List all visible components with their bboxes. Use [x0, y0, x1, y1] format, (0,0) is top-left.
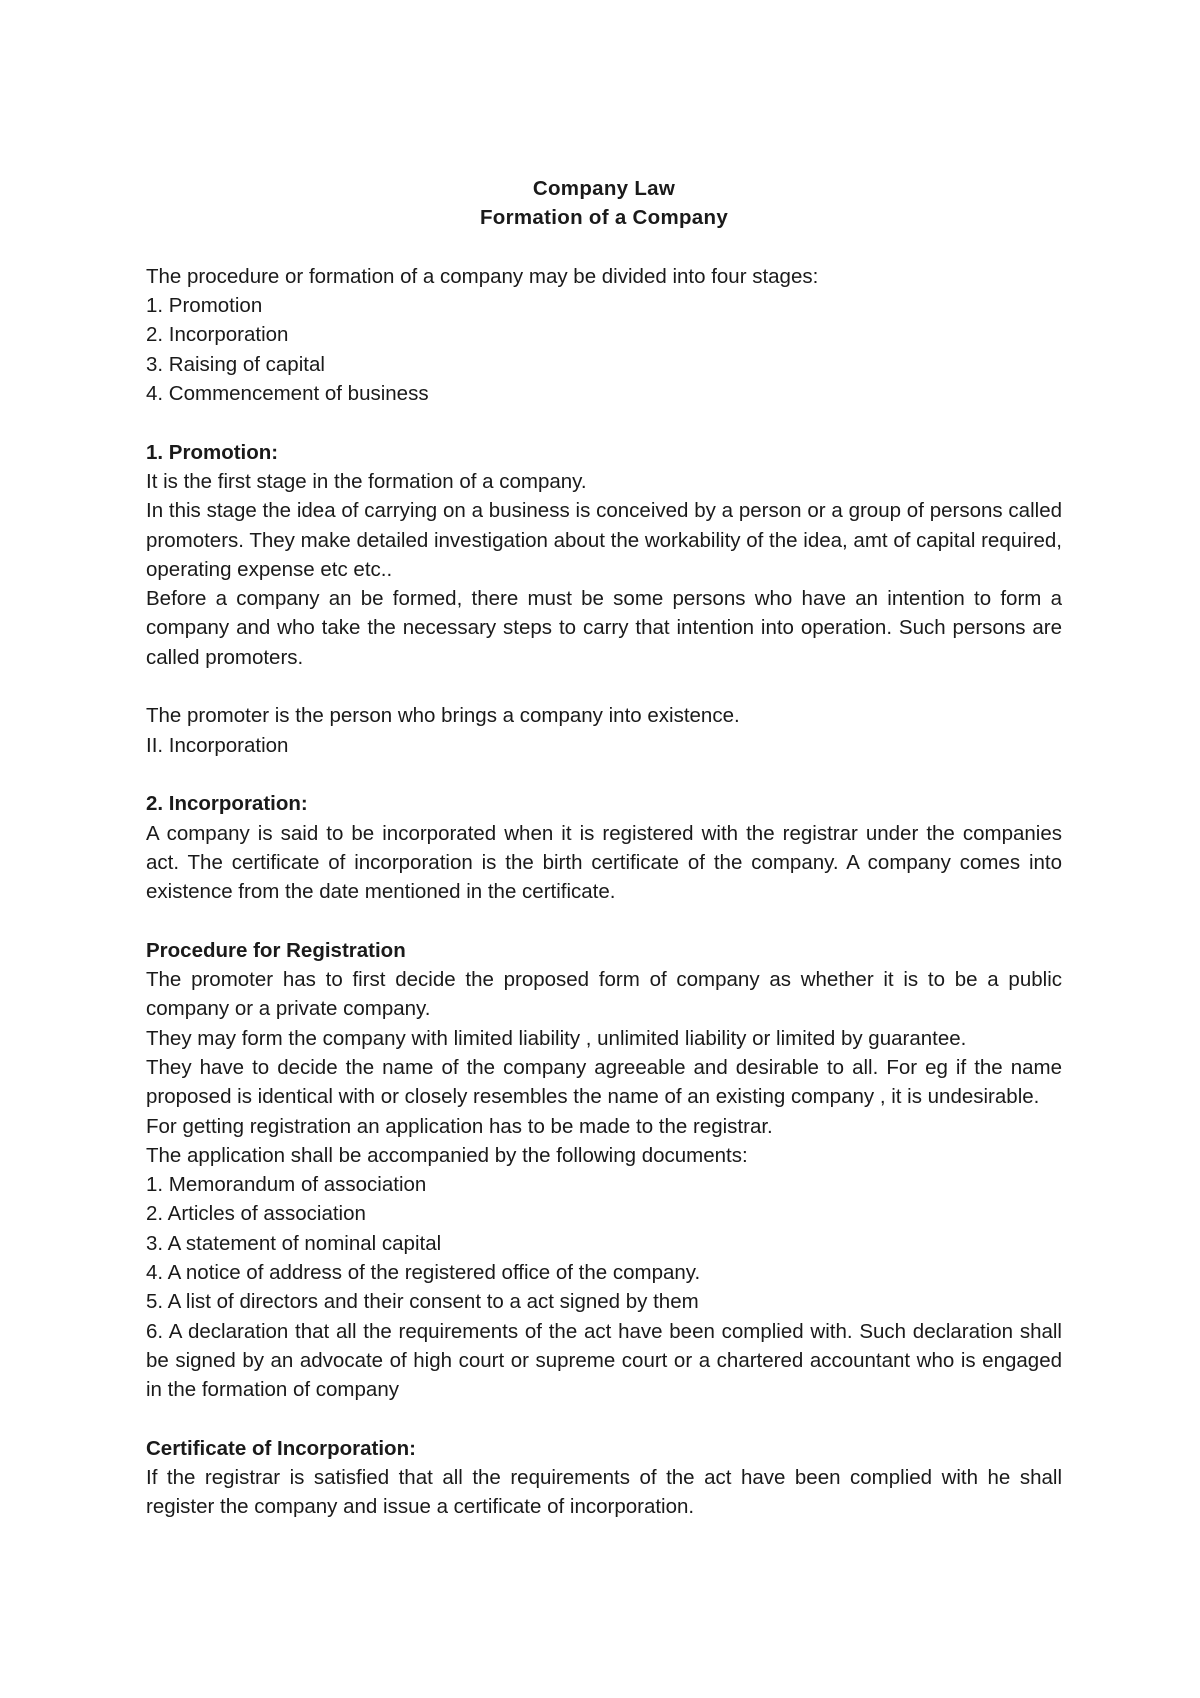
certificate-heading: Certificate of Incorporation:: [146, 1436, 416, 1460]
stage-item: 2. Incorporation: [146, 323, 289, 347]
registration-paragraph: They may form the company with limited liability , unlimited liability or limited by guarantee.: [146, 1026, 967, 1050]
document-list-item: 2. Articles of association: [146, 1202, 366, 1226]
document-list-item: 3. A statement of nominal capital: [146, 1231, 442, 1255]
document-list-item: 1. Memorandum of association: [146, 1173, 427, 1197]
promotion-heading: 1. Promotion:: [146, 440, 279, 464]
document-page: [146, 174, 1062, 1522]
registration-paragraph: For getting registration an application has to be made to the registrar.: [146, 1114, 773, 1138]
stage-item: 3. Raising of capital: [146, 352, 325, 376]
promotion-paragraph: The promoter is the person who brings a company into existence.: [146, 704, 740, 728]
registration-paragraph: They have to decide the name of the company agreeable and desirable to all. For eg if the name proposed is identical with or closely resembles the name of an existing company , it is undesirable.: [146, 1055, 1062, 1109]
incorporation-heading: 2. Incorporation:: [146, 792, 308, 816]
promotion-paragraph: It is the first stage in the formation of a company.: [146, 469, 587, 493]
document-title: Company Law: [532, 177, 676, 200]
registration-paragraph: The promoter has to first decide the proposed form of company as whether it is to be a public company or a private company.: [146, 968, 1062, 1021]
promotion-paragraph: In this stage the idea of carrying on a business is conceived by a person or a group of persons called promoters. They make detailed investigation about the workability of the idea, amt of capital required, operating expense etc etc..: [146, 499, 1062, 581]
promotion-paragraph: Before a company an be formed, there must be some persons who have an intention to form a company and who take the necessary steps to carry that intention into operation. Such persons are called promoters.: [146, 587, 1062, 669]
document-subtitle: Formation of a Company: [479, 206, 729, 230]
registration-heading: Procedure for Registration: [146, 938, 406, 962]
registration-paragraph: The application shall be accompanied by the following documents:: [146, 1143, 748, 1167]
document-list-item: 6. A declaration that all the requirements of the act have been complied with. Such declaration shall be signed by an advocate of high court or supreme court or a chartered accountant who is engaged in the formation of company: [146, 1319, 1062, 1402]
document-list-item: 4. A notice of address of the registered office of the company.: [146, 1260, 701, 1284]
incorporation-paragraph: A company is said to be incorporated when it is registered with the registrar under the companies act. The certificate of incorporation is the birth certificate of the company. A company comes into existence from the date mentioned in the certificate.: [146, 821, 1062, 904]
certificate-paragraph: If the registrar is satisfied that all the requirements of the act have been complied with he shall register the company and issue a certificate of incorporation.: [146, 1466, 1062, 1519]
promotion-paragraph: II. Incorporation: [146, 733, 289, 757]
stage-item: 4. Commencement of business: [146, 382, 429, 406]
stage-item: 1. Promotion: [146, 294, 263, 318]
intro-text: The procedure or formation of a company may be divided into four stages:: [146, 264, 819, 288]
document-list-item: 5. A list of directors and their consent to a act signed by them: [146, 1290, 699, 1314]
